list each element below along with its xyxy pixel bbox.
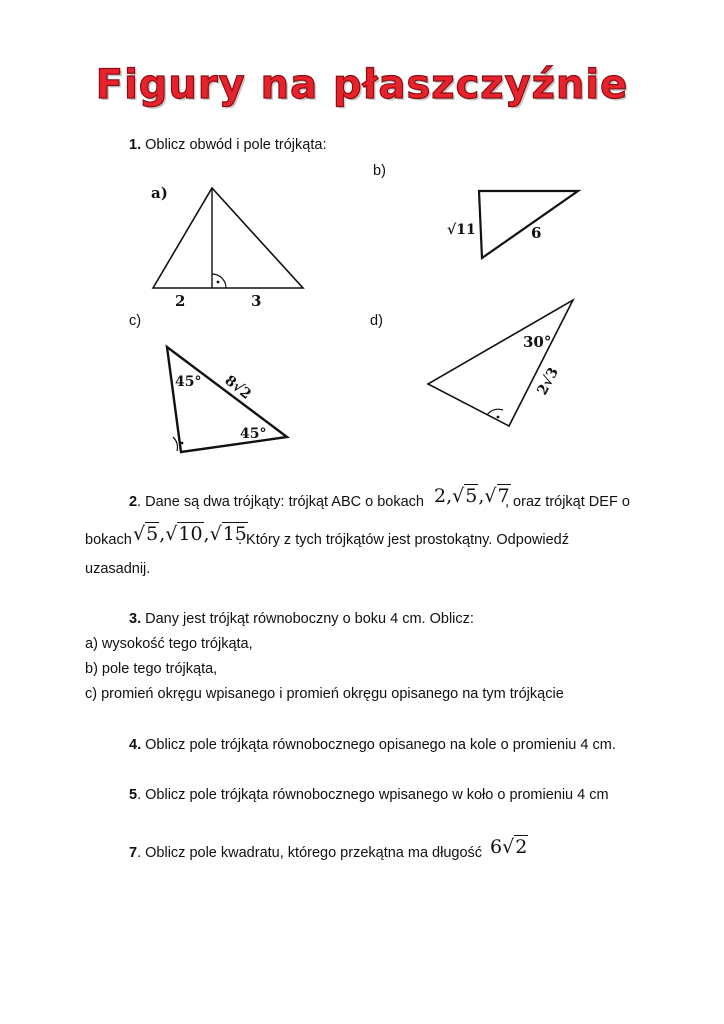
task7-line bbox=[129, 844, 482, 862]
triangle-a-figure bbox=[145, 178, 315, 313]
label-b: b) bbox=[373, 163, 386, 179]
fig-d-angle: 30° bbox=[523, 333, 552, 351]
label-a: a) bbox=[151, 184, 168, 202]
task7-value: 6√2 bbox=[490, 836, 528, 858]
abc-side-3: 7 bbox=[497, 485, 510, 507]
task2-text4: . Który z tych trójkątów jest prostokątny. Odpowiedź bbox=[238, 532, 569, 548]
right-angle-dot bbox=[217, 281, 220, 284]
task3-item-a: a) wysokość tego trójkąta, bbox=[85, 636, 253, 652]
page-title: Figury na płaszczyźnie bbox=[95, 62, 629, 108]
task1-line bbox=[129, 136, 326, 154]
triangle-d bbox=[428, 300, 573, 426]
task3-line bbox=[129, 610, 474, 628]
task5-text: . Oblicz pole trójkąta równobocznego wpisanego w koło o promieniu 4 cm bbox=[137, 787, 609, 803]
right-angle-mark-c bbox=[173, 437, 178, 451]
task2-text5: uzasadnij. bbox=[85, 561, 151, 577]
fig-c-angle-top: 45° bbox=[175, 374, 202, 390]
task4-number: 4. bbox=[129, 737, 142, 753]
fig-a-left-base: 2 bbox=[175, 292, 186, 310]
abc-side-2: 5 bbox=[465, 485, 478, 507]
fig-c-angle-bottom: 45° bbox=[240, 426, 267, 442]
abc-sides: 2,√5,√7 bbox=[434, 485, 510, 507]
task2-text1: . Dane są dwa trójkąty: trójkąt ABC o bokach bbox=[137, 494, 424, 510]
def-side-1: 5 bbox=[146, 523, 159, 545]
task5-number: 5 bbox=[129, 787, 138, 803]
right-angle-mark-d bbox=[487, 409, 503, 415]
task1-text: Oblicz obwód i pole trójkąta: bbox=[145, 137, 327, 153]
triangle-d-figure bbox=[423, 296, 583, 436]
fig-b-leg: √11 bbox=[447, 222, 476, 238]
triangle-c bbox=[167, 347, 287, 452]
task7-number: 7 bbox=[129, 845, 138, 861]
task7-coef: 6 bbox=[490, 836, 503, 858]
triangle-b-figure bbox=[443, 182, 588, 267]
task2-text3: bokach bbox=[85, 532, 132, 548]
abc-side-1: 2, bbox=[434, 485, 453, 507]
triangle-c-figure bbox=[158, 342, 298, 457]
fig-d-side: 2√3 bbox=[534, 365, 562, 398]
task3-number: 3. bbox=[129, 611, 142, 627]
right-angle-mark bbox=[212, 274, 226, 288]
fig-b-hyp: 6 bbox=[531, 224, 542, 242]
task5-line bbox=[129, 786, 609, 804]
task4-line bbox=[129, 736, 616, 754]
task3-item-c: c) promień okręgu wpisanego i promień okręgu opisanego na tym trójkącie bbox=[85, 686, 564, 702]
right-angle-dot-d bbox=[497, 416, 500, 419]
fig-c-side: 8√2 bbox=[221, 372, 254, 403]
triangle-b bbox=[479, 191, 578, 258]
def-sides: √5,√10,√15 bbox=[133, 523, 247, 545]
def-side-3: 15 bbox=[222, 523, 247, 545]
right-angle-dot-c bbox=[181, 442, 184, 445]
task1-number: 1. bbox=[129, 137, 142, 153]
task7-rad: 2 bbox=[515, 836, 528, 858]
fig-a-right-base: 3 bbox=[251, 292, 262, 310]
task2-number: 2 bbox=[129, 494, 138, 510]
triangle-a bbox=[153, 188, 303, 288]
def-side-2: 10 bbox=[178, 523, 203, 545]
task7-text: . Oblicz pole kwadratu, którego przekątna ma długość bbox=[137, 845, 483, 861]
label-c: c) bbox=[129, 313, 142, 329]
task2-line1 bbox=[129, 493, 424, 511]
task2-text2: , oraz trójkąt DEF o bbox=[505, 494, 630, 510]
abc-comma: , bbox=[478, 485, 485, 507]
task4-text: Oblicz pole trójkąta równobocznego opisanego na kole o promieniu 4 cm. bbox=[145, 737, 616, 753]
task3-text: Dany jest trójkąt równoboczny o boku 4 cm. Oblicz: bbox=[145, 611, 474, 627]
label-d: d) bbox=[370, 313, 383, 329]
task3-item-b: b) pole tego trójkąta, bbox=[85, 661, 218, 677]
